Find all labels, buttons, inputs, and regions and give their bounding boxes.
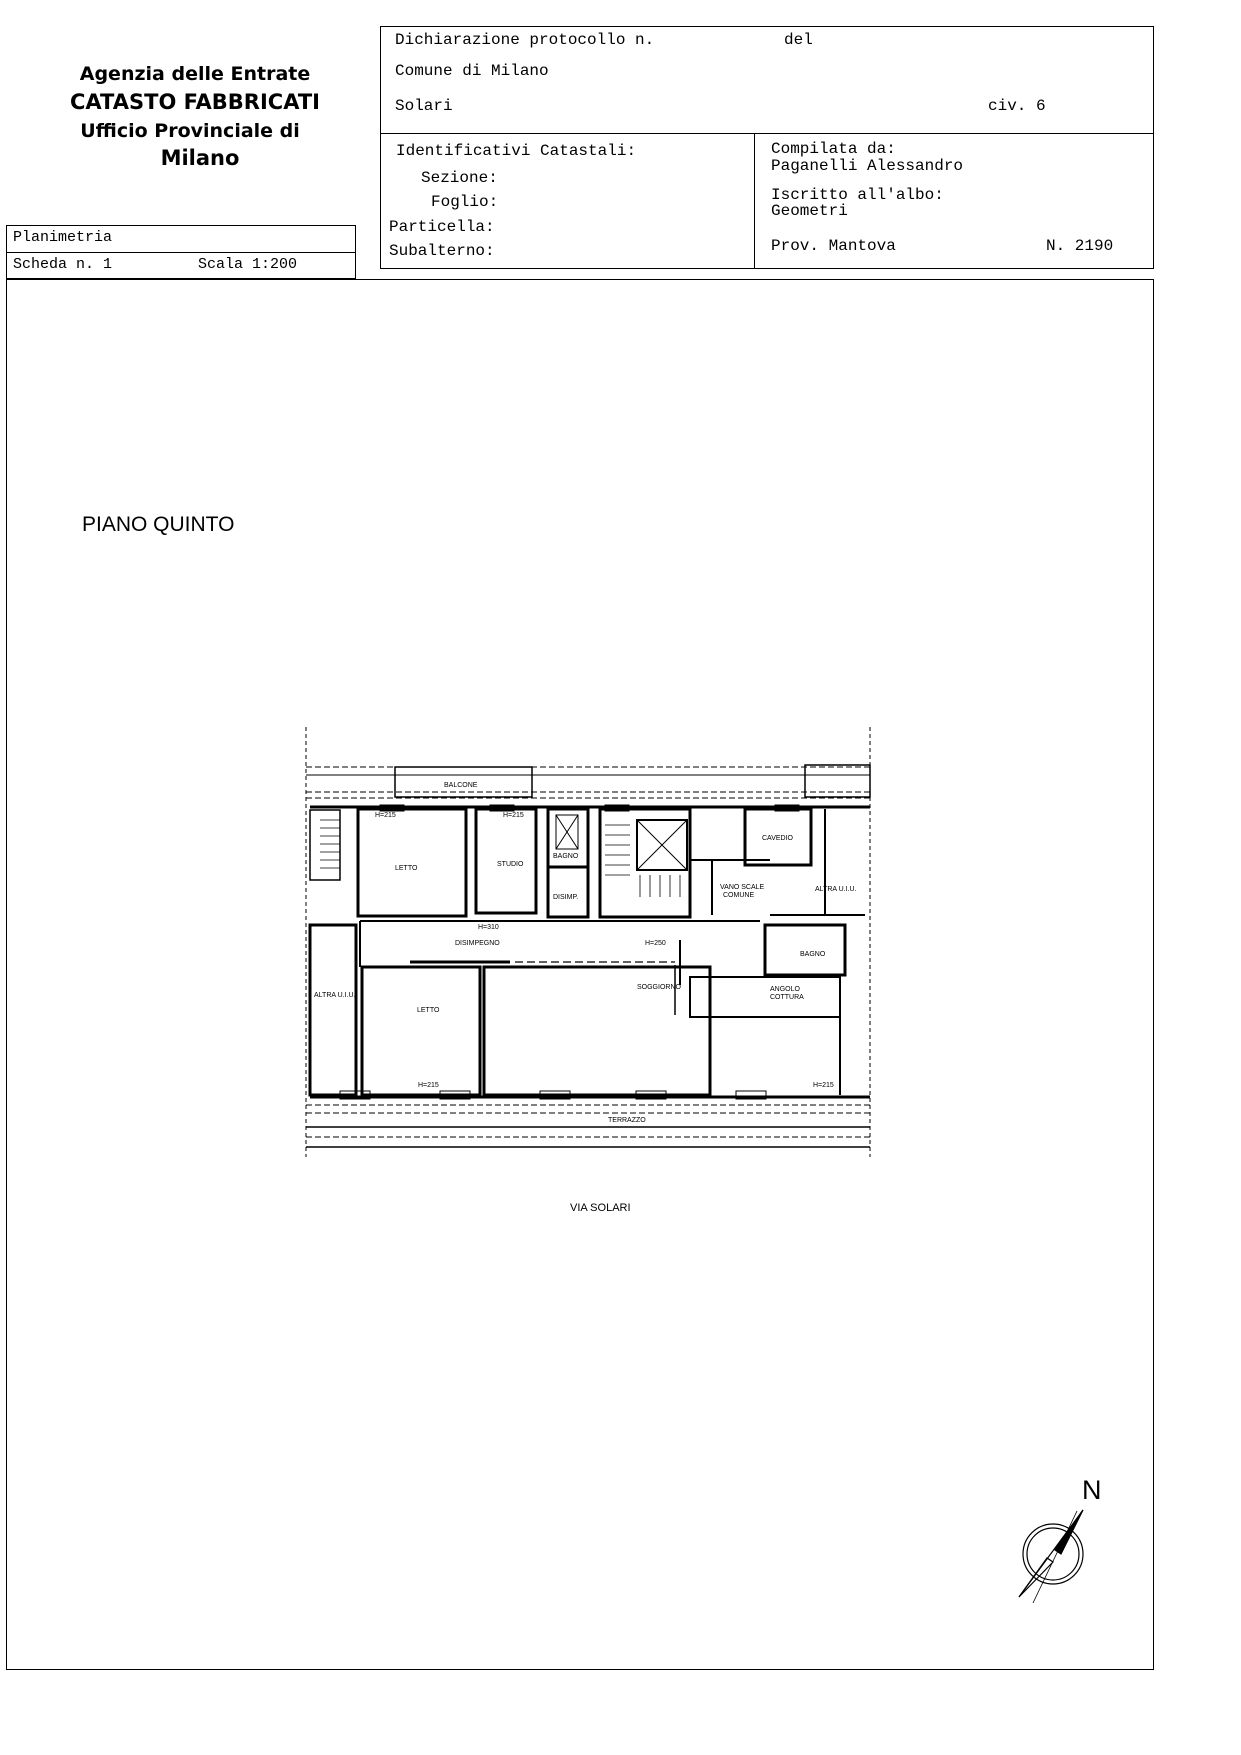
letto-1-room xyxy=(358,809,466,916)
label-vano-scale: VANO SCALE xyxy=(720,884,765,891)
height-studio: H=215 xyxy=(503,812,524,819)
angolo-cottura-room xyxy=(690,977,840,1017)
label-comune: COMUNE xyxy=(723,892,755,899)
foglio-label: Foglio: xyxy=(431,193,499,211)
dichiarazione-label: Dichiarazione protocollo n. xyxy=(395,31,655,49)
office-city: Milano xyxy=(160,146,240,170)
civ-label: civ. 6 xyxy=(988,97,1046,115)
label-bagno-1: BAGNO xyxy=(553,853,579,860)
height-disimp: H=310 xyxy=(478,924,499,931)
label-soggiorno: SOGGIORNO xyxy=(637,984,681,991)
comune-label: Comune di Milano xyxy=(395,62,549,80)
catastal-title: Identificativi Catastali: xyxy=(396,142,637,160)
label-balcone: BALCONE xyxy=(444,782,478,789)
label-terrazzo: TERRAZZO xyxy=(608,1117,646,1124)
label-disimp: DISIMP. xyxy=(553,894,579,901)
label-altra-utu-right: ALTRA U.I.U. xyxy=(815,886,857,893)
planimetria-box xyxy=(6,225,356,279)
via-label: Solari xyxy=(395,97,453,115)
numero-label: N. 2190 xyxy=(1046,237,1114,255)
compilata-name: Paganelli Alessandro xyxy=(771,157,964,175)
label-cavedio: CAVEDIO xyxy=(762,835,793,842)
altra-utu-left-room xyxy=(310,925,356,1095)
street-label: VIA SOLARI xyxy=(570,1202,631,1214)
planimetria-divider xyxy=(7,252,355,253)
del-label: del xyxy=(784,31,813,49)
label-angolo: ANGOLO xyxy=(770,986,800,993)
label-letto-1: LETTO xyxy=(395,865,418,872)
scheda-label: Scheda n. 1 xyxy=(13,256,113,273)
bagno-2-room xyxy=(765,925,845,975)
floor-plan xyxy=(300,725,880,1165)
label-letto-2: LETTO xyxy=(417,1007,440,1014)
height-soggiorno: H=215 xyxy=(813,1082,834,1089)
label-studio: STUDIO xyxy=(497,861,524,868)
catasto-title: CATASTO FABBRICATI xyxy=(70,90,320,114)
identification-box xyxy=(380,133,1154,269)
label-cottura: COTTURA xyxy=(770,994,804,1001)
floor-title: PIANO QUINTO xyxy=(82,513,235,536)
label-altra-utu-left: ALTRA U.I.U. xyxy=(314,992,356,999)
subalterno-label: Subalterno: xyxy=(389,242,495,260)
sezione-label: Sezione: xyxy=(421,169,498,187)
identification-divider xyxy=(754,134,755,268)
letto-2-room xyxy=(362,967,480,1095)
prov-label: Prov. Mantova xyxy=(771,237,896,255)
iscritto-label: Iscritto all'albo: xyxy=(771,186,944,204)
agency-name: Agenzia delle Entrate xyxy=(79,63,311,85)
disimp-room xyxy=(548,867,588,917)
scala-label: Scala 1:200 xyxy=(198,256,298,273)
planimetria-label: Planimetria xyxy=(13,229,113,246)
height-corridor: H=250 xyxy=(645,940,666,947)
height-letto-1: H=215 xyxy=(375,812,396,819)
north-arrow-icon xyxy=(1005,1505,1105,1605)
label-disimpegno: DISIMPEGNO xyxy=(455,940,500,947)
iscritto-value: Geometri xyxy=(771,202,848,220)
office-name: Ufficio Provinciale di xyxy=(80,120,300,142)
label-bagno-2: BAGNO xyxy=(800,951,826,958)
particella-label: Particella: xyxy=(389,218,495,236)
compilata-label: Compilata da: xyxy=(771,140,896,158)
protocol-box xyxy=(380,26,1154,134)
height-letto-2: H=215 xyxy=(418,1082,439,1089)
north-label: N xyxy=(1082,1475,1102,1505)
